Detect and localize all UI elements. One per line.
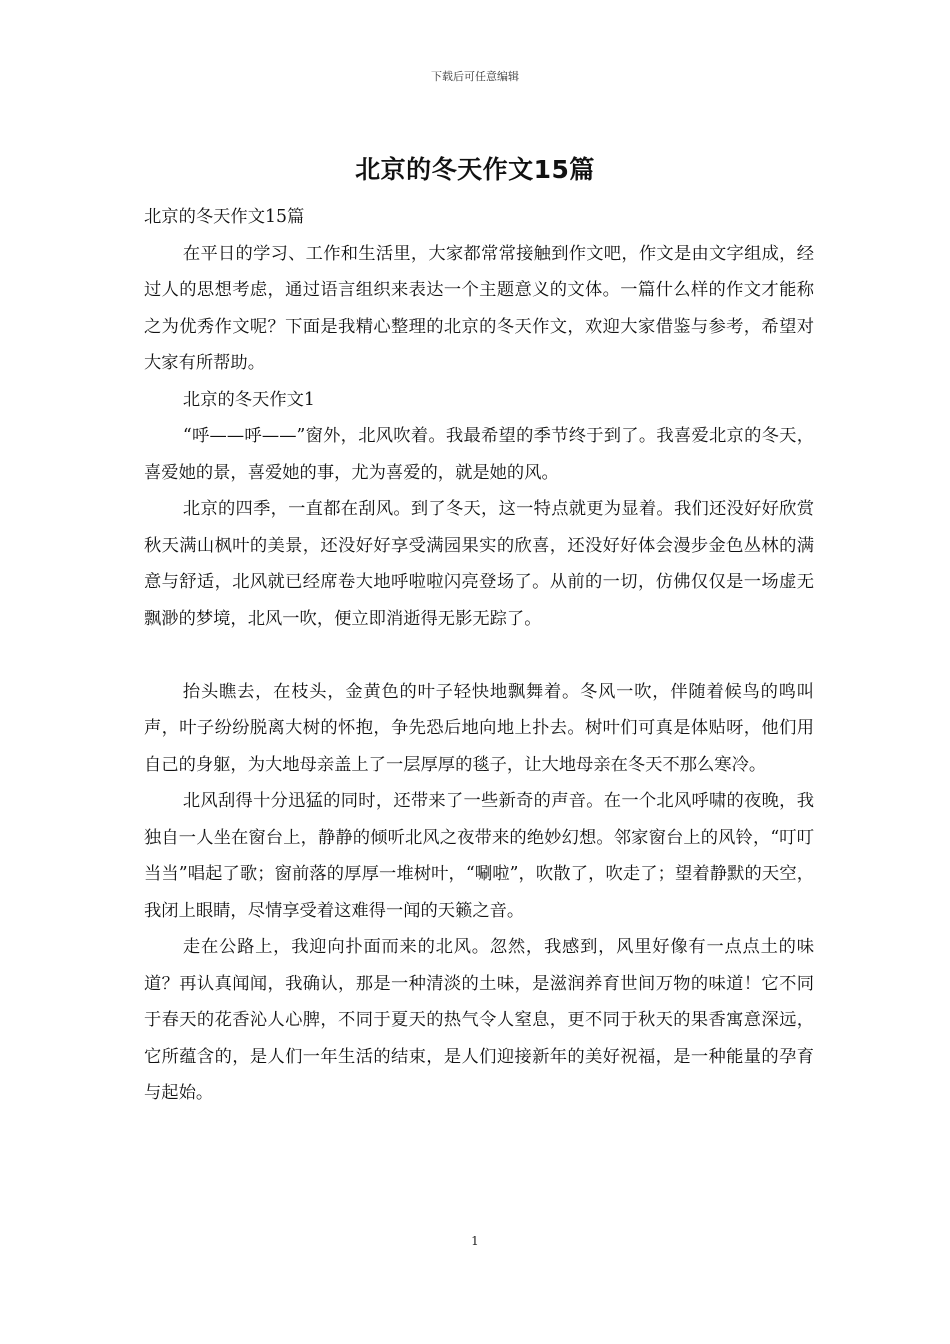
section-heading: 北京的冬天作文1	[182, 389, 315, 410]
body-paragraph: 北风刮得十分迅猛的同时，还带来了一些新奇的声音。在一个北风呼啸的夜晚，我独自一人坐在窗台上，静静的倾听北风之夜带来的绝妙幻想。邻家窗台上的风铃，“叮叮当当”唱起了歌；窗前落的厚厚一堆树叶，“唰啦”，吹散了，吹走了；望着静默的天空，我闭上眼睛，尽情享受着这难得一闻的天籁之音。	[144, 791, 814, 921]
page-number: 1	[471, 1234, 479, 1248]
body-paragraph: 抬头瞧去，在枝头，金黄色的叶子轻快地飘舞着。冬风一吹，伴随着候鸟的鸣叫声，叶子纷纷脱离大树的怀抱，争先恐后地向地上扑去。树叶们可真是体贴呀，他们用自己的身躯，为大地母亲盖上了一层厚厚的毯子，让大地母亲在冬天不那么寒冷。	[144, 681, 814, 775]
intro-paragraph: 在平日的学习、工作和生活里，大家都常常接触到作文吧，作文是由文字组成，经过人的思想考虑，通过语言组织来表达一个主题意义的文体。一篇什么样的作文才能称之为优秀作文呢？下面是我精心整理的北京的冬天作文，欢迎大家借鉴与参考，希望对大家有所帮助。	[144, 243, 814, 373]
body-paragraph: 北京的四季，一直都在刮风。到了冬天，这一特点就更为显着。我们还没好好欣赏秋天满山枫叶的美景，还没好好享受满园果实的欣喜，还没好好体会漫步金色丛林的满意与舒适，北风就已经席卷大地呼啦啦闪亮登场了。从前的一切，仿佛仅仅是一场虚无飘渺的梦境，北风一吹，便立即消逝得无影无踪了。	[144, 499, 814, 629]
body-paragraph: “呼——呼——”窗外，北风吹着。我最希望的季节终于到了。我喜爱北京的冬天，喜爱她的景，喜爱她的事，尤为喜爱的，就是她的风。	[144, 426, 814, 483]
body-paragraph: 走在公路上，我迎向扑面而来的北风。忽然，我感到，风里好像有一点点土的味道？再认真闻闻，我确认，那是一种清淡的土味，是滋润养育世间万物的味道！它不同于春天的花香沁人心脾，不同于夏天的热气令人窒息，更不同于秋天的果香寓意深远，它所蕴含的，是人们一年生活的结束，是人们迎接新年的美好祝福，是一种能量的孕育与起始。	[144, 937, 814, 1103]
header-note: 下载后可任意编辑	[431, 70, 519, 83]
document-body	[144, 199, 814, 1112]
subtitle-line: 北京的冬天作文15篇	[144, 207, 305, 227]
document-title: 北京的冬天作文15篇	[355, 155, 595, 184]
